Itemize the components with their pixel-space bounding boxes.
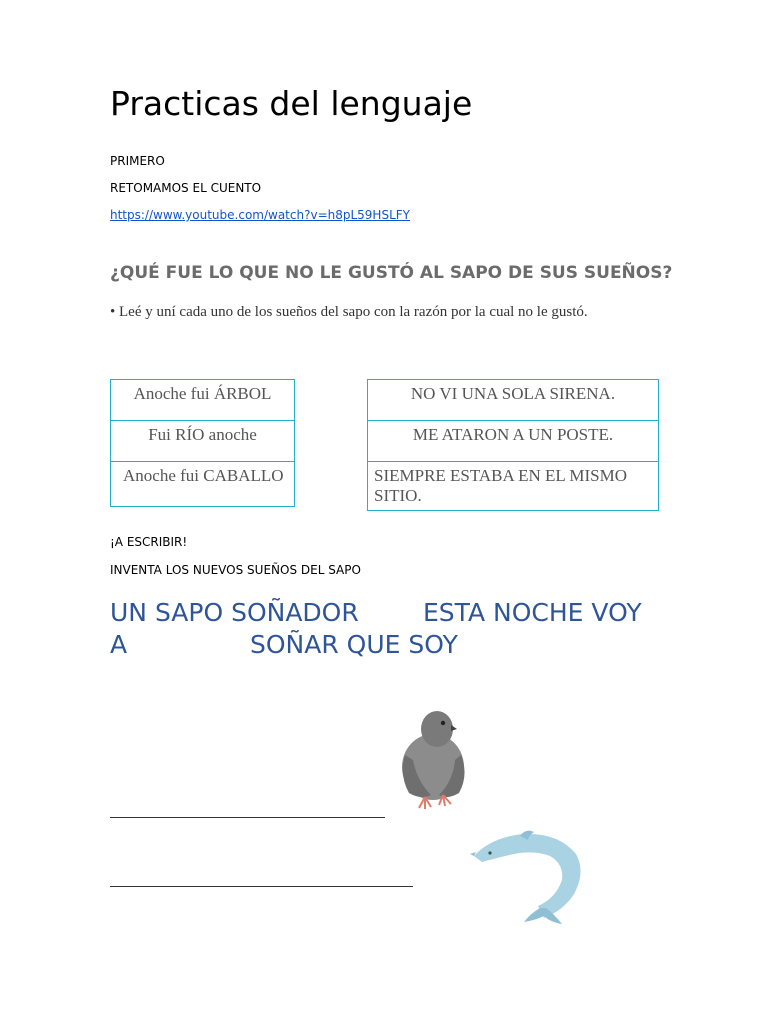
page-title: Practicas del lenguaje	[110, 84, 473, 123]
poem-text	[110, 597, 670, 661]
writing-line-1[interactable]	[110, 817, 385, 818]
instruction-text: Leé y uní cada uno de los sueños del sapo con la razón por la cual no le gustó.	[119, 304, 588, 320]
grade-label: PRIMERO	[110, 154, 165, 168]
bullet-icon: •	[110, 304, 116, 320]
dreams-table	[110, 379, 295, 507]
poem-line2-b: SOÑAR QUE SOY	[250, 630, 458, 659]
reason-cell: SIEMPRE ESTABA EN EL MISMO SITIO.	[368, 462, 659, 511]
youtube-link[interactable]: https://www.youtube.com/watch?v=h8pL59HSLFY	[110, 208, 410, 222]
dream-cell: Fui RÍO anoche	[111, 421, 295, 462]
dolphin-icon	[470, 828, 590, 926]
question-heading: ¿QUÉ FUE LO QUE NO LE GUSTÓ AL SAPO DE SUS SUEÑOS?	[110, 263, 673, 283]
dream-cell: Anoche fui ÁRBOL	[111, 380, 295, 421]
reason-cell: NO VI UNA SOLA SIRENA.	[368, 380, 659, 421]
poem-line1-b: ESTA NOCHE VOY	[423, 598, 642, 627]
writing-line-2[interactable]	[110, 886, 413, 887]
subtitle: RETOMAMOS EL CUENTO	[110, 181, 262, 195]
poem-line2-a: A	[110, 630, 128, 659]
dream-cell: Anoche fui CABALLO	[111, 462, 295, 507]
instruction-item	[110, 304, 588, 321]
reason-cell: ME ATARON A UN POSTE.	[368, 421, 659, 462]
reasons-table	[367, 379, 659, 511]
write-instruction: INVENTA LOS NUEVOS SUEÑOS DEL SAPO	[110, 563, 361, 577]
poem-line1-a: UN SAPO SOÑADOR	[110, 598, 359, 627]
pigeon-icon	[395, 705, 475, 811]
write-heading: ¡A ESCRIBIR!	[110, 535, 188, 549]
